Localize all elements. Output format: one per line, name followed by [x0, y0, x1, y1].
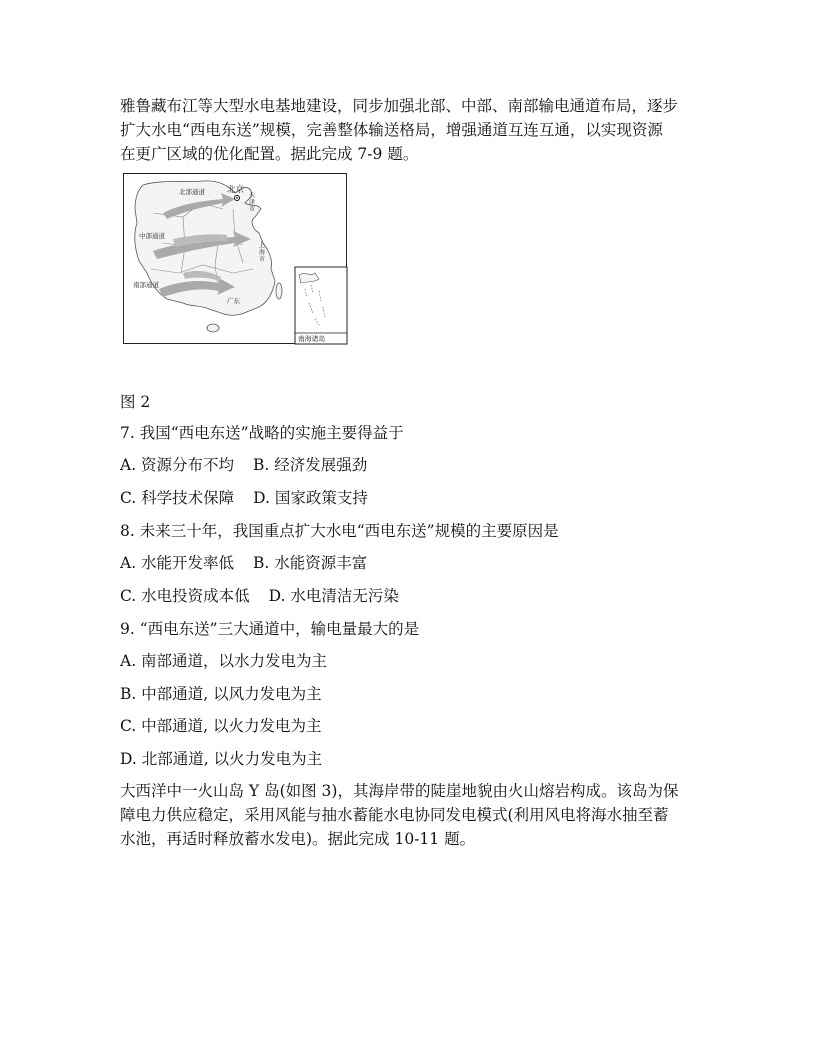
- tianjin-label-2: 津: [249, 199, 256, 206]
- figure-caption: 图 2: [120, 393, 151, 411]
- hainan-island: [207, 324, 219, 332]
- intro-line: 在更广区域的优化配置。据此完成 7-9 题。: [120, 145, 419, 163]
- intro-line: 雅鲁藏布江等大型水电基地建设，同步加强北部、中部、南部输电通道布局，逐步: [120, 97, 679, 115]
- question-8-option-b: B. 水能资源丰富: [253, 554, 368, 572]
- question-7-option-a: A. 资源分布不均: [120, 456, 235, 474]
- shanghai-label-2: 海: [259, 249, 266, 256]
- intro-line: 扩大水电“西电东送”规模，完善整体输送格局，增强通道互连互通，以实现资源: [120, 121, 663, 139]
- question-8-options-row-2: [120, 586, 399, 606]
- shanghai-label-3: 市: [259, 256, 266, 263]
- tianjin-label-3: 市: [249, 206, 256, 213]
- question-8-options-row-1: [120, 553, 367, 573]
- shanghai-label-1: 上: [259, 242, 266, 249]
- question-8-option-c: C. 水电投资成本低: [120, 587, 250, 605]
- middle-channel-label: 中部通道: [139, 232, 165, 240]
- question-9-option-d: D. 北部通道, 以火力发电为主: [120, 750, 323, 768]
- south-channel-label: 南部通道: [133, 281, 159, 289]
- south-sea-islands-label: 南海诸岛: [298, 335, 326, 343]
- question-7-options-row-1: [120, 455, 367, 475]
- question-8-option-d: D. 水电清洁无污染: [268, 587, 399, 605]
- question-8-option-a: A. 水能开发率低: [120, 554, 235, 572]
- question-7-option-c: C. 科学技术保障: [120, 489, 235, 507]
- question-7-option-d: D. 国家政策支持: [253, 489, 368, 507]
- question-8-stem: 8. 未来三十年，我国重点扩大水电“西电东送”规模的主要原因是: [120, 522, 559, 540]
- beijing-marker-dot: [236, 197, 238, 199]
- outro-paragraph: [120, 779, 700, 851]
- outro-line: 障电力供应稳定，采用风能与抽水蓄能水电协同发电模式(利用风电将海水抽至蓄: [120, 806, 669, 824]
- intro-paragraph: [120, 94, 700, 166]
- map-svg: [123, 173, 348, 345]
- tianjin-label-1: 天: [249, 192, 256, 199]
- question-7-option-b: B. 经济发展强劲: [253, 456, 368, 474]
- question-9-option-c: C. 中部通道, 以火力发电为主: [120, 717, 322, 735]
- question-9-option-b: B. 中部通道, 以风力发电为主: [120, 685, 322, 703]
- beijing-label: 北京: [227, 185, 245, 195]
- question-9-stem: 9. “西电东送”三大通道中，输电量最大的是: [120, 620, 420, 638]
- question-9-option-a: A. 南部通道，以水力发电为主: [120, 652, 328, 670]
- outro-line: 大西洋中一火山岛 Y 岛(如图 3)，其海岸带的陡崖地貌由火山熔岩构成。该岛为保: [120, 782, 679, 800]
- question-7-options-row-2: [120, 488, 368, 508]
- north-channel-label: 北部通道: [179, 188, 205, 196]
- outro-line: 水池，再适时释放蓄水发电)。据此完成 10-11 题。: [120, 830, 476, 848]
- guangdong-label: 广东: [227, 297, 240, 305]
- taiwan-island: [276, 283, 282, 299]
- west-east-power-map: [123, 173, 348, 345]
- question-7-stem: 7. 我国“西电东送”战略的实施主要得益于: [120, 424, 404, 442]
